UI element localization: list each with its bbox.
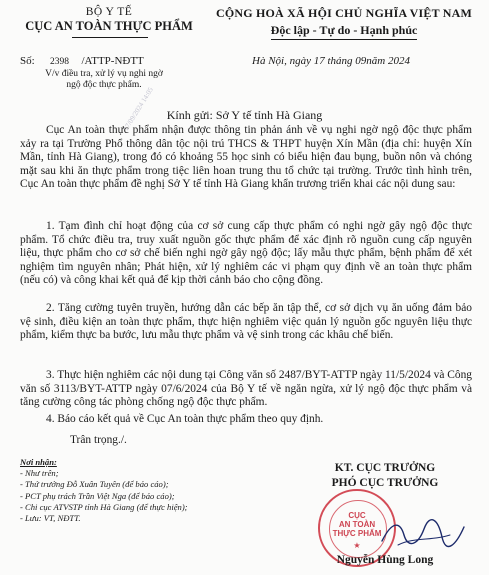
seal-text-2: AN TOÀN (338, 520, 376, 529)
ministry-name: BỘ Y TẾ (85, 6, 133, 18)
item-2-paragraph: 2. Tăng cường tuyên truyền, hướng dẫn các bếp ăn tập thể, cơ sở dịch vụ ăn uống đảm bảo vệ sinh, điều kiện an toàn thực phẩm, thực hiện nghiêm việc quản lý nguồn gốc nguyên liệu thực phẩm, kiểm thực ba bước, lưu mẫu thực phẩm và vệ sinh trong các khâu chế biến. (20, 302, 472, 342)
document-number-value: 2398 (49, 57, 69, 67)
signer-title: PHÓ CỤC TRƯỞNG (331, 477, 439, 489)
subject-line-1: V/v điều tra, xử lý vụ nghi ngờ (45, 69, 163, 79)
country-name: CỘNG HOÀ XÃ HỘI CHỦ NGHĨA VIỆT NAM (215, 6, 473, 20)
recipient-item: - Lưu: VT, NĐTT. (20, 513, 81, 524)
received-stamp-text: 17/09/2024 14:05 (121, 85, 155, 133)
recipient-item: - Thứ trưởng Đỗ Xuân Tuyên (để báo cáo); (20, 479, 169, 490)
closing-phrase: Trân trọng./. (70, 434, 127, 446)
intro-paragraph: Cục An toàn thực phẩm nhận được thông tin phản ánh về vụ nghi ngờ ngộ độc thực phẩm xảy ra tại Trường Phổ thông dân tộc nội trú THCS & THPT huyện Xín Mần (địa chỉ: huyện Xín Mần, tỉnh Hà Giang), trong đó có khoảng 55 học sinh có biểu hiện đau bụng, buồn nôn và chóng mặt sau khi ăn thực phẩm trong tiệc liên hoan trung thu tổ chức tại trường. Trước tình hình trên, Cục An toàn thực phẩm đề nghị Sở Y tế tỉnh Hà Giang khẩn trương triển khai các nội dung sau: (20, 124, 472, 191)
item-1-paragraph: 1. Tạm đình chỉ hoạt động của cơ sở cung cấp thực phẩm có nghi ngờ gây ngộ độc thực phẩm. Tổ chức điều tra, truy xuất nguồn gốc thực phẩm để xác định rõ nguồn cung cấp nguyên liệu, thực phẩm cho cơ sở chế biến nghi ngờ gây ngộ độc; lấy mẫu thực phẩm, bệnh phẩm để xét nghiệm tìm nguyên nhân; Phát hiện, xử lý nghiêm các vi phạm quy định về an toàn thực phẩm (nếu có) và công khai kết quả để kịp thời cảnh báo cho cộng đồng. (20, 220, 472, 287)
item-3-paragraph: 3. Thực hiện nghiêm các nội dung tại Công văn số 2487/BYT-ATTP ngày 11/5/2024 và Công văn số 3113/BYT-ATTP ngày 07/6/2024 của Bộ Y tế về ngăn ngừa, xử lý ngộ độc thực phẩm và tăng cường công tác phòng chống ngộ độc thực phẩm. (20, 369, 472, 409)
issuer-header (20, 6, 198, 34)
recipient-item: - Chi cục ATVSTP tỉnh Hà Giang (để thực hiện); (20, 501, 188, 512)
seal-star-icon: ★ (353, 541, 361, 550)
recipient-item: - Như trên; (20, 468, 59, 479)
item-4-paragraph: 4. Báo cáo kết quả về Cục An toàn thực phẩm theo quy định. (46, 413, 324, 425)
issue-date: Hà Nội, ngày 17 tháng 09năm 2024 (252, 55, 410, 67)
national-header (205, 6, 483, 40)
handwritten-signature (378, 515, 468, 551)
document-number (20, 55, 144, 67)
header-underline (72, 37, 148, 38)
signer-name: Nguyễn Hùng Long (336, 554, 434, 566)
document-number-code: /ATTP-NĐTT (81, 55, 144, 67)
recipient-item: - PCT phụ trách Trần Việt Nga (để báo cáo); (20, 490, 175, 501)
seal-text-3: THỰC PHẨM (332, 529, 382, 538)
seal-text-1: CỤC (348, 511, 366, 520)
agency-name: CỤC AN TOÀN THỰC PHẨM (25, 19, 193, 33)
document-number-prefix: Số: (20, 55, 35, 67)
signer-authority: KT. CỤC TRƯỞNG (334, 462, 436, 474)
national-motto: Độc lập - Tự do - Hạnh phúc (271, 23, 418, 40)
addressee-line: Kính gửi: Sở Y tế tỉnh Hà Giang (166, 108, 323, 122)
subject-line-2: ngộ độc thực phẩm. (66, 80, 142, 90)
recipients-title: Nơi nhận: (20, 457, 57, 467)
recipients-list (20, 457, 240, 524)
